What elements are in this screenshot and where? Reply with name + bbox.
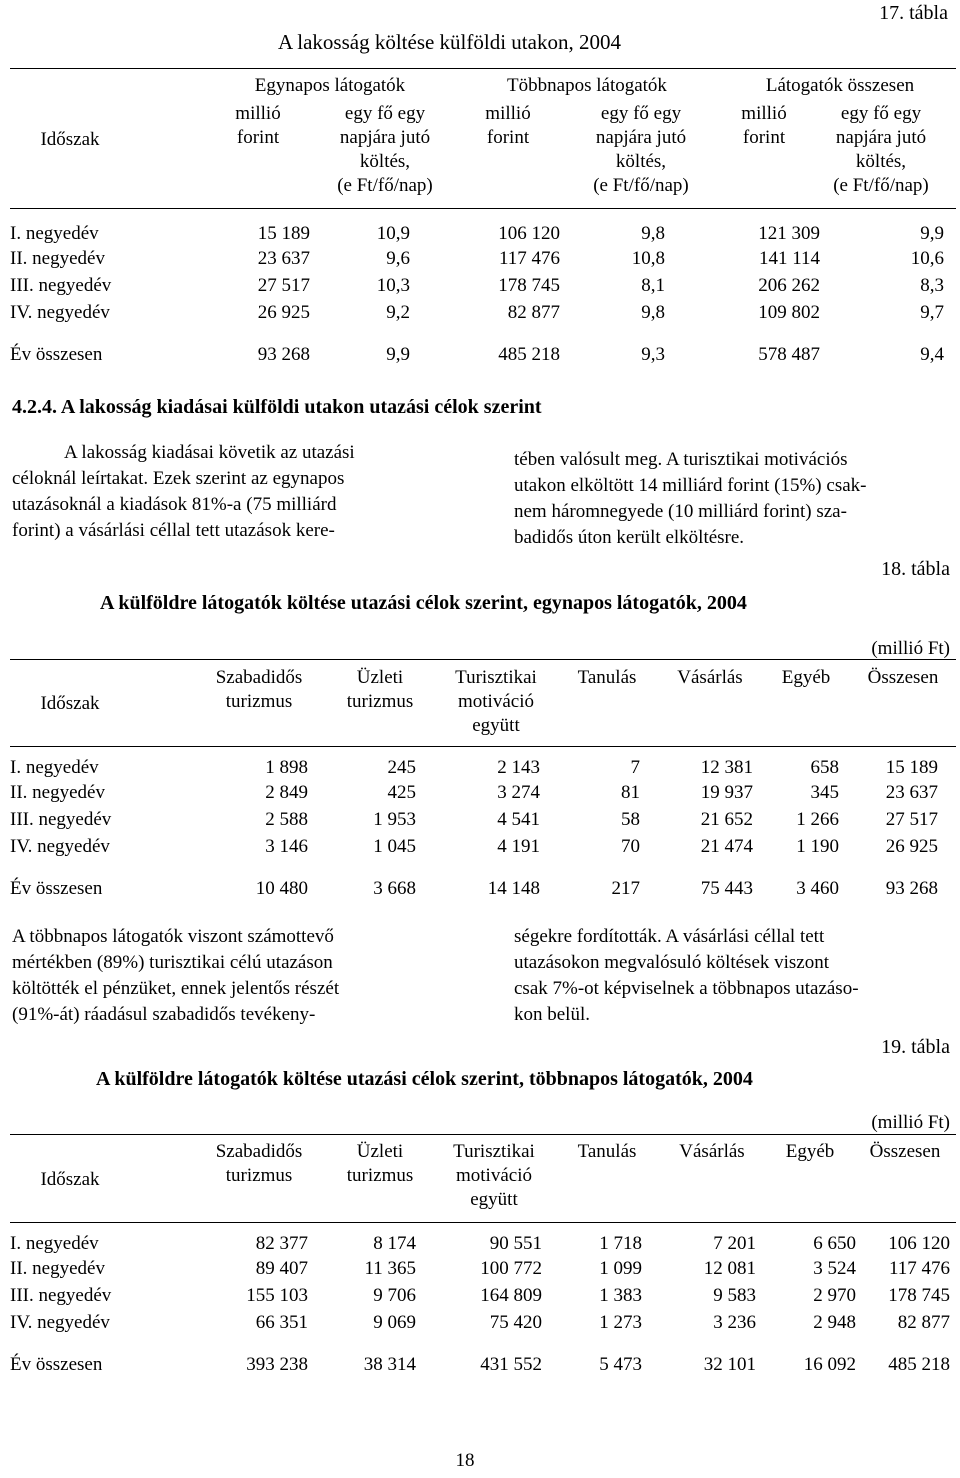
table-total-row: Év összesen 93 268 9,9 485 218 9,3 578 487 9,4 [10,343,944,365]
table-17-header-period: Időszak [40,129,100,150]
table-row: I. negyedév 82 377 8 174 90 551 1 718 7 201 6 650 106 120 [10,1233,950,1254]
section-heading: 4.2.4. A lakosság kiadásai külföldi utakon utazási célok szerint [12,396,542,418]
table-17-sub-perday-2: egy fő egy napjára jutó költés, (e Ft/fő/nap) [593,103,689,196]
table-row: III. negyedév 155 103 9 706 164 809 1 383 9 583 2 970 178 745 [10,1285,950,1306]
table-18-header-rule [10,746,956,747]
table-18-header-study: Tanulás [577,667,637,688]
table-18-top-rule [10,659,956,660]
table-row: I. negyedév 1 898 245 2 143 7 12 381 658 15 189 [10,757,938,778]
table-19-unit: (millió Ft) [871,1112,950,1133]
table-17-group-total: Látogatók összesen [765,75,915,96]
table-17-sub-million-3: millió forint [741,103,787,148]
table-19-header-shopping: Vásárlás [679,1141,745,1162]
table-19-header-leisure: Szabadidős turizmus [215,1141,303,1186]
table-19-header-study: Tanulás [577,1141,637,1162]
table-18-number: 18. tábla [881,558,950,580]
table-19-header-total: Összesen [869,1141,941,1162]
table-18-header-leisure: Szabadidős turizmus [215,667,303,712]
table-17-sub-perday-1: egy fő egy napjára jutó költés, (e Ft/fő/nap) [337,103,433,196]
table-18-header-tourist: Turisztikai motiváció együtt [455,667,537,736]
table-17-top-rule [10,68,956,69]
table-18-header-period: Időszak [40,693,100,714]
paragraph-2-right: ségekre fordították. A vásárlási céllal tett utazásokon megvalósuló költések viszont csak 7%-ot képviselnek a többnapos utazáso- kon belül. [514,926,859,1025]
section-paragraph-left: A lakosság kiadásai követik az utazási céloknál leírtakat. Ezek szerint az egynapos utazásoknál a kiadások 81%-a (75 milliárd forint) a vásárlási céllal tett utazások kere- [12,442,355,541]
table-19-header-business: Üzleti turizmus [346,1141,414,1186]
table-19-body [10,1232,956,1392]
table-18-title: A külföldre látogatók költése utazási célok szerint, egynapos látogatók, 2004 [100,592,747,614]
table-19-header-other: Egyéb [785,1141,835,1162]
table-18-header-total: Összesen [867,667,939,688]
table-row: I. negyedév 15 189 10,9 106 120 9,8 121 309 9,9 [10,223,944,244]
table-17-group-daytrip: Egynapos látogatók [254,75,406,96]
table-17-sub-perday-3: egy fő egy napjára jutó költés, (e Ft/fő/nap) [833,103,929,196]
table-row: II. negyedév 23 637 9,6 117 476 10,8 141 114 10,6 [10,248,944,269]
table-row: IV. negyedév 26 925 9,2 82 877 9,8 109 802 9,7 [10,302,944,323]
table-17-sub-million-2: millió forint [485,103,531,148]
table-19-title: A külföldre látogatók költése utazási célok szerint, többnapos látogatók, 2004 [96,1068,753,1090]
table-17-body [10,222,956,382]
table-18-header-shopping: Vásárlás [677,667,743,688]
table-19-header-period: Időszak [40,1169,100,1190]
table-18-header-business: Üzleti turizmus [346,667,414,712]
table-19-header-tourist: Turisztikai motiváció együtt [453,1141,535,1210]
table-row: III. negyedév 27 517 10,3 178 745 8,1 206 262 8,3 [10,275,944,296]
page-number: 18 [455,1450,475,1471]
paragraph-2-left: A többnapos látogatók viszont számottevő mértékben (89%) turisztikai célú utazáson költötték el pénzüket, ennek jelentős részét (91%-át) ráadásul szabadidős tevékeny- [12,926,340,1025]
table-total-row: Év összesen 10 480 3 668 14 148 217 75 443 3 460 93 268 [10,877,938,899]
table-17-number: 17. tábla [879,2,948,24]
table-row: IV. negyedév 3 146 1 045 4 191 70 21 474 1 190 26 925 [10,836,938,857]
table-17-sub-million-1: millió forint [235,103,281,148]
table-18-body [10,756,956,916]
table-17-group-multiday: Többnapos látogatók [507,75,667,96]
table-row: II. negyedév 89 407 11 365 100 772 1 099 12 081 3 524 117 476 [10,1258,950,1279]
table-17-header-rule [10,208,956,209]
table-total-row: Év összesen 393 238 38 314 431 552 5 473 32 101 16 092 485 218 [10,1353,950,1375]
table-19-header-rule [10,1222,956,1223]
table-19-top-rule [10,1134,956,1135]
table-19-number: 19. tábla [881,1036,950,1058]
table-17-title: A lakosság költése külföldi utakon, 2004 [278,30,621,54]
table-row: IV. negyedév 66 351 9 069 75 420 1 273 3 236 2 948 82 877 [10,1312,950,1333]
table-row: III. negyedév 2 588 1 953 4 541 58 21 652 1 266 27 517 [10,809,938,830]
section-paragraph-right: tében valósult meg. A turisztikai motivációs utakon elköltött 14 milliárd forint (15%) csak- nem háromnegyede (10 milliárd forint) sza- badidős úton került elköltésre. [514,449,867,548]
table-row: II. negyedév 2 849 425 3 274 81 19 937 345 23 637 [10,782,938,803]
table-18-header-other: Egyéb [781,667,831,688]
table-18-unit: (millió Ft) [871,638,950,659]
